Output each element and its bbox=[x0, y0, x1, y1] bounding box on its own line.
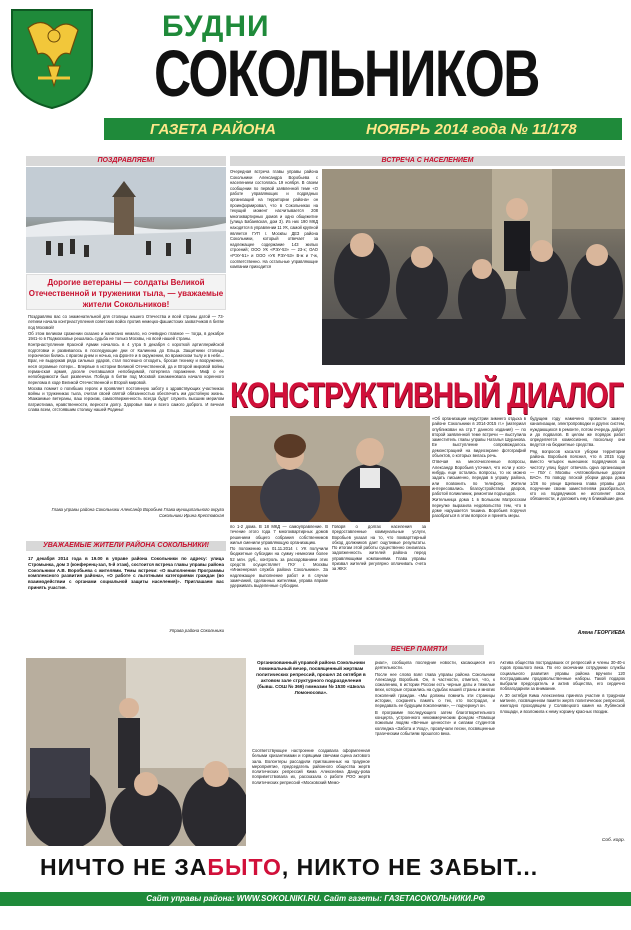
memory-column-1 bbox=[252, 748, 370, 786]
memory-paragraph: риал», сообщила последние новости, касающиеся его деятельности. bbox=[375, 660, 495, 671]
speakers-image bbox=[230, 416, 430, 522]
meeting-paragraph: «Об организации индустрии зимнего отдыха в районе Сокольники в 2014-2015 гг.» (материал опубликован на стр.7 данного издания) — по второй заявленной теме встречи — выступила заместитель главы управы Наталья Шуранова. Ее выступление сопровождалось демонстрацией на видеоэкране фотографий объектов, о которых велась речь. bbox=[432, 416, 526, 459]
memory-paragraph: В программе последующего затем благотворительного концерта, устроенного некоммерческим фондом «Помощи пожилым людям «Вечные ценности» и силами студентов колледжа «Забота и Уход», прозвучали песни, посвященные трагическим событиям прошлого века. bbox=[375, 709, 495, 736]
footer-sites: Сайт управы района: WWW.SOKOLNIKI.RU. Сайт газеты: ГАЗЕТАСОКОЛЬНИКИ.РФ bbox=[0, 892, 631, 906]
memory-headline-part: , НИКТО НЕ ЗАБЫТ... bbox=[281, 854, 539, 880]
congrats-text bbox=[28, 314, 224, 413]
congrats-paragraph: Москва помнит о погибших героях и проявляет постоянную заботу о здравствующих участниках войны и тружениках тыла, считая своей святой обязанностью обеспечить им достойную жизнь. Уважаемые ветераны, ваш героизм, самоотверженность всегда будут служить высшим мерилом патриотизма, нравственности, верности долгу. Здоровья вам и всего самого доброго. И вечная слава всем, отстоявшим столицу нашей Родины! bbox=[28, 385, 224, 413]
congrats-paragraph: Об этом великом сражении сказано и написано немало, но очевидно главное — тогда, в декабре 1941-го в Подмосковье решалась судьба не только Москвы, но всей нашей страны. bbox=[28, 330, 224, 342]
memory-paragraph: Соответствующее настроение создавала оформленная белыми хризантемами и горящими свечами сцена актового зала. Волонтеры рассадили приглашенных на траурное мероприятие, председатель районного общества жертв политических репрессий Кима Алексеевна Данду-рова поприветствовала их, рассказала о работе РОО жертв политических репрессий «Московский Мемо- bbox=[252, 748, 370, 785]
residents-announcement: 17 декабря 2014 года в 19.00 в управе района Сокольники по адресу: улица Стромынка, дом 3 (конференц-зал, 5-й этаж), состоится встреча главы управы района Сокольники А.В. Воробьева с жителями. Темы встречи: «О выполнении Программы комплексного развития района», «О работе с льготными категориями граждан (во взаимодействии с органами социальной защиты населения)». Приглашаем вас принять участие. bbox=[28, 556, 224, 590]
meeting-audience-image bbox=[322, 169, 625, 365]
battle-painting-image bbox=[26, 167, 226, 273]
memory-author: Соб. корр. bbox=[601, 838, 625, 843]
meeting-paragraph: Ряд вопросов касался уборки территории района. Воробьев пояснил, что в 2015 году вместо четырех нынешних подрядчиков за чистоту улиц будет отвечать одна организация — ГБУ г. Москвы «Автомобильные дороги ВАО». По поводу плохой уборки двора дома 1/26 по улице Щепкина глава управы дал поручение своим заместителям разобраться, кто из подрядчиков не исполняет свои обязанности, и доложить ему в ближайшие дни. bbox=[530, 448, 625, 502]
section-header-congrats: ПОЗДРАВЛЯЕМ! bbox=[26, 156, 226, 166]
memorial-evening-image bbox=[26, 658, 246, 846]
meeting-author: Алена ГЕОРГИЕВА bbox=[577, 630, 625, 636]
meeting-column-2 bbox=[332, 524, 426, 573]
meeting-column-1 bbox=[230, 524, 328, 590]
memory-column-2 bbox=[375, 660, 495, 737]
painting-photo bbox=[26, 167, 226, 273]
meeting-intro: Очередная встреча главы управы района Сокольники Александра Воробьева с населением состоялась 19 ноября. В своем сообщении по первой заявленной теме «О работе управляющих и подрядных организаций на территории района» он проинформировал, что в Сокольниках на текущий момент насчитывается 208 многоквартирных домов и одно общежитие (улица Бабаевская, дом 3). Из них 190 МКД находятся в управлении 11 УК, самой крупной является ГУП г. Москвы ДЕЗ района Сокольники, который отвечает за надлежащее содержание 143 жилых строений; ООО УК «РЭУ-53» — 23-х; ОАО «РЭУ-51» и ООО «УК РЭУ-53» В-ж и 7-ж, соответственно. На остальные управляющие компании приходится bbox=[230, 169, 319, 270]
masthead-title-top: БУДНИ bbox=[162, 10, 270, 43]
memory-paragraph: Актива общества пострадавших от репрессий и члены 30-40-х годов прошлого века. По его окончании сотрудники службы социального развития управы района вручили 120 пострадавшим продовольственные наборы. Такой подарок выбрали председатель и актив общества, его сердечно поблагодарили за внимание. bbox=[500, 660, 625, 692]
memory-paragraph: После нее слово взял глава управы района Сокольники Александр Воробьев. Он, в частности, отметил, что, к сожалению, в истории России есть черные даты и тяжелые вехи, которые отразились на судьбах нашей страны и многих поколений граждан. «Мы должны помнить эти страницы истории, сохранять память о тех, кто пострадал, и передавать ее будущим поколениям», — подчеркнул он. bbox=[375, 671, 495, 709]
section-header-residents: УВАЖАЕМЫЕ ЖИТЕЛИ РАЙОНА СОКОЛЬНИКИ! bbox=[26, 541, 226, 551]
meeting-paragraph: по 1-2 дома. В 18 МКД — самоуправление. В течение этого года 7 многоквартирных домов решением общего собрания собственников жилья сменили управляющую организацию. bbox=[230, 524, 328, 545]
meeting-paragraph: Говоря о долгах населения за предоставленные коммунальные услуги, Воробьев указал на то, что покварттирный обход должников дает ощутимые результаты. По итогам этой работы существенно снизилась задолженность жителей района перед управляющими компаниями. Глава управы призвал жителей регулярно оплачивать счета за ЖКУ. bbox=[332, 524, 426, 572]
district-coat-of-arms bbox=[8, 6, 96, 110]
congrats-paragraph: Поздравляю вас со знаменательной для столицы нашего Отечества и всей страны датой — 73-летием начала контрнаступления советских войск против немецко-фашистских захватчиков в битве под Москвой! bbox=[28, 314, 224, 330]
memory-headline-accent: БЫТО bbox=[207, 854, 282, 880]
meeting-photo bbox=[322, 169, 625, 365]
meeting-column-3 bbox=[432, 416, 526, 520]
memory-column-3 bbox=[500, 660, 625, 715]
memory-headline-part: НИЧТО НЕ ЗА bbox=[40, 854, 208, 880]
masthead-title-main: СОКОЛЬНИКОВ bbox=[154, 36, 539, 110]
memory-paragraph: А 30 октября Кима Алексеевна приняла участие в траурном митинге, посвященном памяти жертв политических репрессий, ежегодно проходящем у Соловецкого камня на Лубянской площади, и возложила к нему корзину красных гвоздик. bbox=[500, 692, 625, 714]
congrats-caption: Дорогие ветераны — солдаты Великой Отечественной и труженики тыла, — уважаемые жители Сокольников! bbox=[26, 274, 226, 310]
coat-of-arms-icon bbox=[8, 6, 96, 110]
speakers-photo bbox=[230, 416, 430, 522]
memory-headline bbox=[40, 854, 538, 881]
residents-signature: Управа района Сокольники bbox=[169, 628, 224, 633]
congrats-signature: Глава управы района Сокольники Александр Воробьев Глава муниципального округа Сокольники Ирина Крестовская bbox=[51, 507, 224, 518]
section-header-meeting: ВСТРЕЧА С НАСЕЛЕНИЕМ bbox=[230, 156, 625, 166]
meeting-paragraph: Жительница дома 1 в Большом Матросском переулке выразила недовольство тем, что в доме нарушается тишина. Воробьев поручил разобраться в этом вопросе и принять меры. bbox=[432, 497, 526, 519]
memorial-evening-photo bbox=[26, 658, 246, 846]
congrats-paragraph: Контрнаступление Красной Армии началось в 4 утра 5 декабря с короткой артиллерийской подготовки и развивалось в последующие дни от Калинина до Ельца. Защитники столицы героически бились с врагом днем и ночью, на фронте и в окружении, во вражеском тылу и в небе... Враг, не выдержав ряда сильных ударов, стал поспешно отходить, бросая технику и вооружение, неся огромные потери... Впервые в истории Великой Отечественной, да и Второй мировой войны германская армия, доселе считавшаяся непобедимой, потерпела поражение. Миф о ее непобедимости был развенчан. Победа в битве под Москвой ознаменовала начало коренного перелома в ходе Великой Отечественной и Второй мировой. bbox=[28, 342, 224, 385]
memory-lead: Организованный управой района Сокольники поминальный вечер, посвященный жертвам политических репрессий, прошел 24 октября в актовом зале структурного подразделения (бывш. СОШ № 369) гимназии № 1530 «Школа Ломоносова». bbox=[256, 660, 366, 695]
section-header-memory: ВЕЧЕР ПАМЯТИ bbox=[354, 645, 484, 655]
main-headline: КОНСТРУКТИВНЫЙ ДИАЛОГ bbox=[230, 376, 623, 415]
meeting-paragraph: будущем году намечено провести замену канализации, электропроводки и других систем, нуждающихся в ремонте, потом очередь дойдет и до подвалов. В целом же порядок работ определяется комиссионно, поскольку они ведутся на бюджетные средства. bbox=[530, 416, 625, 448]
masthead-subtitle: ГАЗЕТА РАЙОНА bbox=[150, 121, 276, 138]
issue-number: НОЯБРЬ 2014 года № 11/178 bbox=[366, 121, 577, 138]
meeting-paragraph: По положению на 01.11.2014 г. УК получили бюджетные субсидии на сумму немногим более 52 млн. руб., контроль за расходованием этих средств осуществляет ГКУ г. Москвы «Инженерная служба района Сокольники». За надлежащее выполнение работ и в случае замечаний, сделанных жителями, управа вправе удерживать выделенные субсидии. bbox=[230, 546, 328, 589]
meeting-column-4 bbox=[530, 416, 625, 503]
meeting-paragraph: Отвечая на многочисленные вопросы, Александр Воробьев уточнил, что если у кого-нибудь еще остались вопросы, то их можно задать письменно, передав в управу района, или позвонить по телефону. Жители интересовались благоустройством дворов, работой поликлиник, ремонтом подъездов. bbox=[432, 459, 526, 497]
